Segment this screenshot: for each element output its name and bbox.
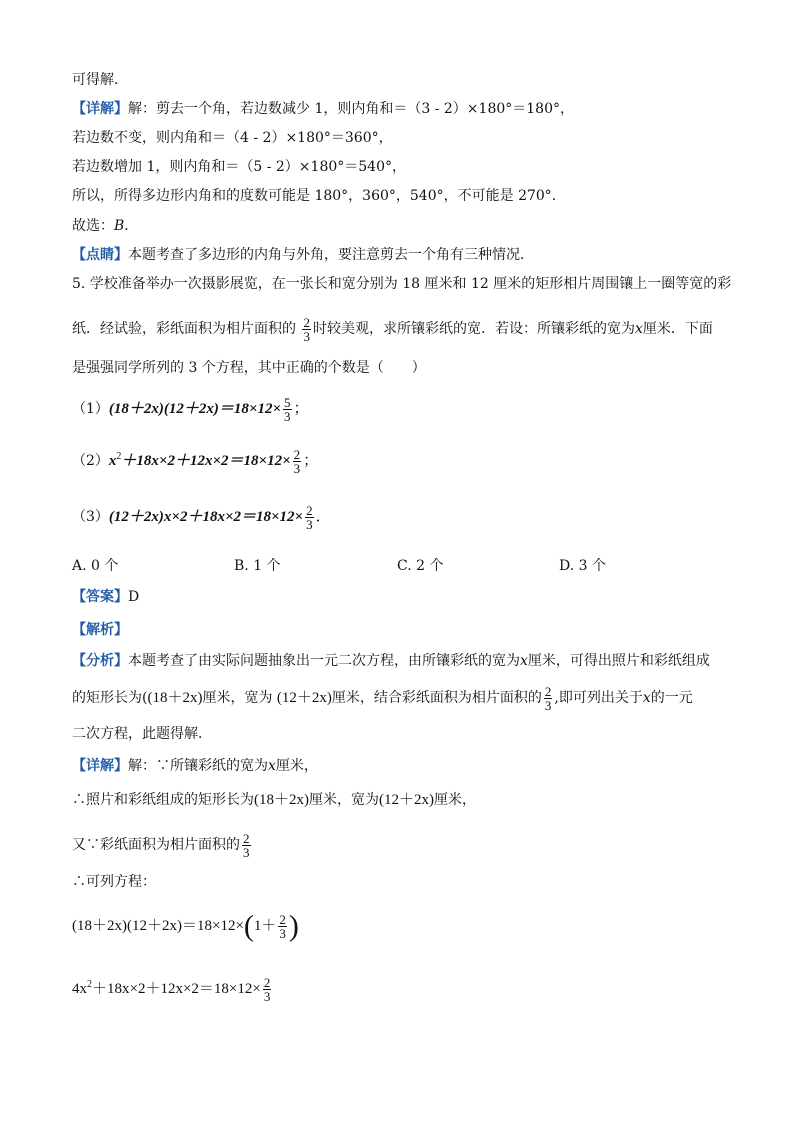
text-line: 可得解． [72,72,128,88]
question-text: 纸．经试验，彩纸面积为相片面积的 $\frac{2}{3}$ 时较美观，求所镶彩纸的宽．若设：所镶彩纸的宽为x厘米．下面 [72,314,713,344]
analysis-text: 的矩形长为((18＋2x)厘米，宽为 (12＋2x)厘米，结合彩纸面积为相片面积的 $\frac{2}{3}$ ,即可列出关于x的一元 [72,683,693,713]
detail-tag: 【详解】 [72,101,128,117]
equation-3: （3）(12＋2x)x×2＋18x×2＝18×12× $\frac{2}{3}$ ． [72,503,331,533]
text-line: 所以，所得多边形内角和的度数可能是 180°，360°，540°，不可能是 270°． [72,188,566,204]
text-line: 【点睛】本题考查了多边形的内角与外角，要注意剪去一个角有三种情况． [72,247,534,263]
answer-value: D [128,589,140,605]
detail-text: ∴照片和彩纸组成的矩形长为(18＋2x)厘米，宽为(12＋2x)厘米， [72,792,476,808]
analysis-text: 【分析】本题考查了由实际问题抽象出一元二次方程，由所镶彩纸的宽为x厘米，可得出照片和彩纸组成 [72,653,710,669]
analysis-text: 二次方程，此题得解． [72,726,212,742]
question-text: 5. 学校准备举办一次摄影展览，在一张长和宽分别为 18 厘米和 12 厘米的矩形相片周围镶上一圈等宽的彩 [72,276,732,292]
equation-2: $(2)x^2+18x\times 2+12x\times 2=18\times 12\times$ $\frac{2}{3}$ ； [72,447,319,477]
detail-text: 又∵彩纸面积为相片面积的 $\frac{2}{3}$ [72,830,250,860]
text-line: 【详解】解：剪去一个角，若边数减少 1，则内角和＝（3 - 2）×180°＝180°， [72,101,574,117]
text-line: 若边数增加 1，则内角和＝（5 - 2）×180°＝540°， [72,159,406,175]
text-line: 若边数不变，则内角和＝（4 - 2）×180°＝360°， [72,130,393,146]
fraction: $\frac{2}{3}$ [303,314,310,344]
equation-b: $4x^2+18x\times 2+12x\times 2=18\times 12\times$ $\frac{2}{3}$ [72,975,271,1005]
option-c[interactable]: C. 2 个 [397,558,444,574]
option-a[interactable]: A. 0 个 [72,558,119,574]
option-b[interactable]: B. 1 个 [234,558,281,574]
analysis-line [72,620,128,640]
text-line: 故选：B． [72,218,139,234]
answer-line [72,587,139,607]
comment-tag: 【点睛】 [72,247,128,263]
detail-text: 【详解】解：∵所镶彩纸的宽为x厘米， [72,758,318,774]
analysis-tag: 【解析】 [72,622,128,638]
equation-1: （1）(18＋2x)(12＋2x)＝18×12× $\frac{5}{3}$ ； [72,395,309,425]
answer-tag: 【答案】 [72,589,128,605]
detail-text: ∴可列方程： [72,874,156,890]
equation-a: (18＋2x)(12＋2x)＝18×12×(1＋ $\frac{2}{3}$ ) [72,909,299,943]
question-text: 是强强同学所列的 3 个方程，其中正确的个数是（ ） [72,360,426,376]
option-d[interactable]: D. 3 个 [559,558,606,574]
